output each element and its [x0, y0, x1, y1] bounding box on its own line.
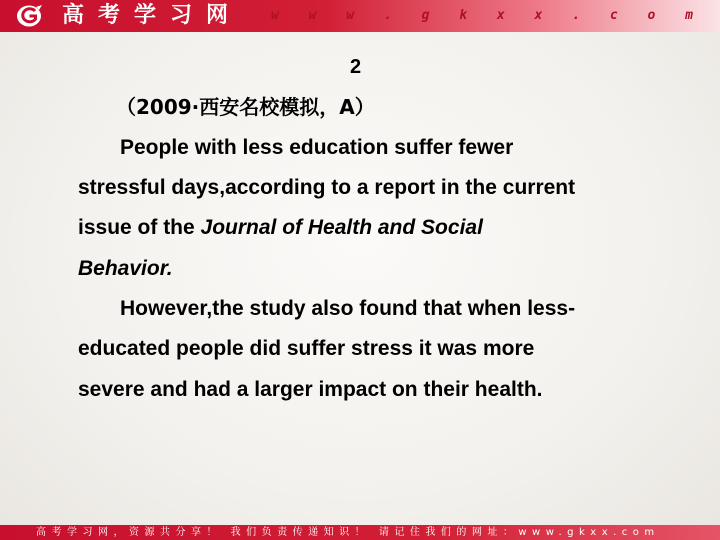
passage-line [78, 256, 173, 282]
passage-text: However,the study also found that when less- [120, 297, 576, 320]
passage-line [78, 377, 542, 403]
journal-title: Behavior. [78, 257, 173, 280]
footer-text: 高考学习网，资源共分享！ 我们负责传递知识！ 请记住我们的网址：www.gkxx.com [36, 527, 660, 538]
passage-line [78, 336, 534, 362]
journal-title: Journal of Health and Social [200, 216, 483, 239]
passage-text: educated people did suffer stress it was more [78, 337, 535, 360]
header-url[interactable]: w w w . g k x x . c o m [270, 8, 704, 23]
passage-text: issue of the [78, 216, 201, 239]
passage-text: severe and had a larger impact on their health. [78, 378, 543, 401]
slide-number: 2 [350, 56, 362, 78]
passage-text: People with less education suffer fewer [120, 136, 514, 159]
source-citation: （2009·西安名校模拟，A） [116, 95, 375, 119]
logo-text: 高考学习网 [62, 3, 243, 28]
passage-line [78, 175, 575, 201]
passage-line [120, 296, 575, 322]
footer-bar [0, 525, 720, 540]
passage-line [78, 215, 483, 241]
passage-line [120, 135, 513, 161]
passage-text: stressful days,according to a report in the current [78, 176, 576, 199]
